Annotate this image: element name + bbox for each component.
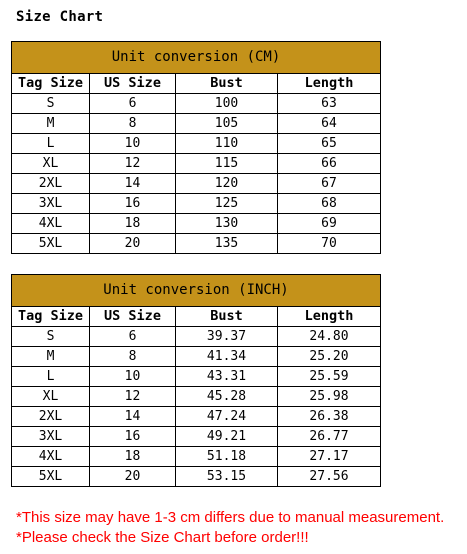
cell-length: 66 [278, 154, 381, 174]
table-banner-inch: Unit conversion (INCH) [12, 275, 381, 307]
cell-us-size: 12 [90, 154, 176, 174]
cell-us-size: 8 [90, 347, 176, 367]
table-row [12, 214, 381, 234]
header-bust: Bust [176, 74, 278, 94]
cell-bust: 49.21 [176, 427, 278, 447]
cell-us-size: 16 [90, 427, 176, 447]
cell-length: 24.80 [278, 327, 381, 347]
cell-bust: 43.31 [176, 367, 278, 387]
header-us-size: US Size [90, 74, 176, 94]
cell-bust: 47.24 [176, 407, 278, 427]
table-row [12, 234, 381, 254]
cell-bust: 45.28 [176, 387, 278, 407]
table-row [12, 427, 381, 447]
table-row [12, 407, 381, 427]
cell-bust: 51.18 [176, 447, 278, 467]
cell-length: 25.59 [278, 367, 381, 387]
cell-tag-size: 2XL [12, 407, 90, 427]
cell-length: 27.17 [278, 447, 381, 467]
cell-length: 25.20 [278, 347, 381, 367]
cell-bust: 130 [176, 214, 278, 234]
table-row [12, 134, 381, 154]
cell-length: 67 [278, 174, 381, 194]
table-row [12, 387, 381, 407]
cell-tag-size: 4XL [12, 214, 90, 234]
cell-tag-size: 5XL [12, 234, 90, 254]
cell-length: 65 [278, 134, 381, 154]
cell-length: 26.38 [278, 407, 381, 427]
header-length: Length [278, 307, 381, 327]
cell-tag-size: L [12, 367, 90, 387]
table-row [12, 347, 381, 367]
table-row [12, 327, 381, 347]
cell-length: 27.56 [278, 467, 381, 487]
table-banner-cm: Unit conversion (CM) [12, 42, 381, 74]
cell-us-size: 14 [90, 174, 176, 194]
table-row [12, 174, 381, 194]
cell-tag-size: S [12, 94, 90, 114]
size-table-inch [11, 274, 381, 487]
table-row [12, 447, 381, 467]
cell-us-size: 14 [90, 407, 176, 427]
cell-tag-size: 4XL [12, 447, 90, 467]
cell-us-size: 16 [90, 194, 176, 214]
cell-bust: 135 [176, 234, 278, 254]
cell-tag-size: L [12, 134, 90, 154]
cell-us-size: 18 [90, 214, 176, 234]
table-row [12, 94, 381, 114]
cell-bust: 53.15 [176, 467, 278, 487]
cell-length: 26.77 [278, 427, 381, 447]
header-us-size: US Size [90, 307, 176, 327]
cell-us-size: 10 [90, 134, 176, 154]
cell-bust: 120 [176, 174, 278, 194]
cell-us-size: 6 [90, 327, 176, 347]
table-row [12, 194, 381, 214]
cell-tag-size: S [12, 327, 90, 347]
cell-bust: 125 [176, 194, 278, 214]
cell-length: 25.98 [278, 387, 381, 407]
header-tag-size: Tag Size [12, 307, 90, 327]
cell-length: 68 [278, 194, 381, 214]
measurement-note: *This size may have 1-3 cm differs due to manual measurement. [16, 509, 445, 526]
cell-us-size: 12 [90, 387, 176, 407]
cell-bust: 105 [176, 114, 278, 134]
cell-bust: 115 [176, 154, 278, 174]
cell-length: 70 [278, 234, 381, 254]
table-row [12, 154, 381, 174]
cell-length: 64 [278, 114, 381, 134]
cell-bust: 41.34 [176, 347, 278, 367]
page-title: Size Chart [16, 9, 104, 25]
cell-us-size: 18 [90, 447, 176, 467]
table-row [12, 467, 381, 487]
cell-tag-size: 2XL [12, 174, 90, 194]
cell-us-size: 20 [90, 467, 176, 487]
cell-tag-size: 5XL [12, 467, 90, 487]
size-table-cm [11, 41, 381, 254]
cell-us-size: 6 [90, 94, 176, 114]
cell-bust: 39.37 [176, 327, 278, 347]
cell-tag-size: 3XL [12, 194, 90, 214]
cell-us-size: 10 [90, 367, 176, 387]
cell-us-size: 8 [90, 114, 176, 134]
cell-bust: 110 [176, 134, 278, 154]
cell-length: 69 [278, 214, 381, 234]
table-row [12, 367, 381, 387]
cell-length: 63 [278, 94, 381, 114]
cell-bust: 100 [176, 94, 278, 114]
cell-us-size: 20 [90, 234, 176, 254]
check-chart-note: *Please check the Size Chart before order!!! [16, 529, 309, 546]
cell-tag-size: M [12, 114, 90, 134]
cell-tag-size: M [12, 347, 90, 367]
header-bust: Bust [176, 307, 278, 327]
cell-tag-size: XL [12, 154, 90, 174]
header-length: Length [278, 74, 381, 94]
table-row [12, 114, 381, 134]
header-tag-size: Tag Size [12, 74, 90, 94]
cell-tag-size: XL [12, 387, 90, 407]
cell-tag-size: 3XL [12, 427, 90, 447]
